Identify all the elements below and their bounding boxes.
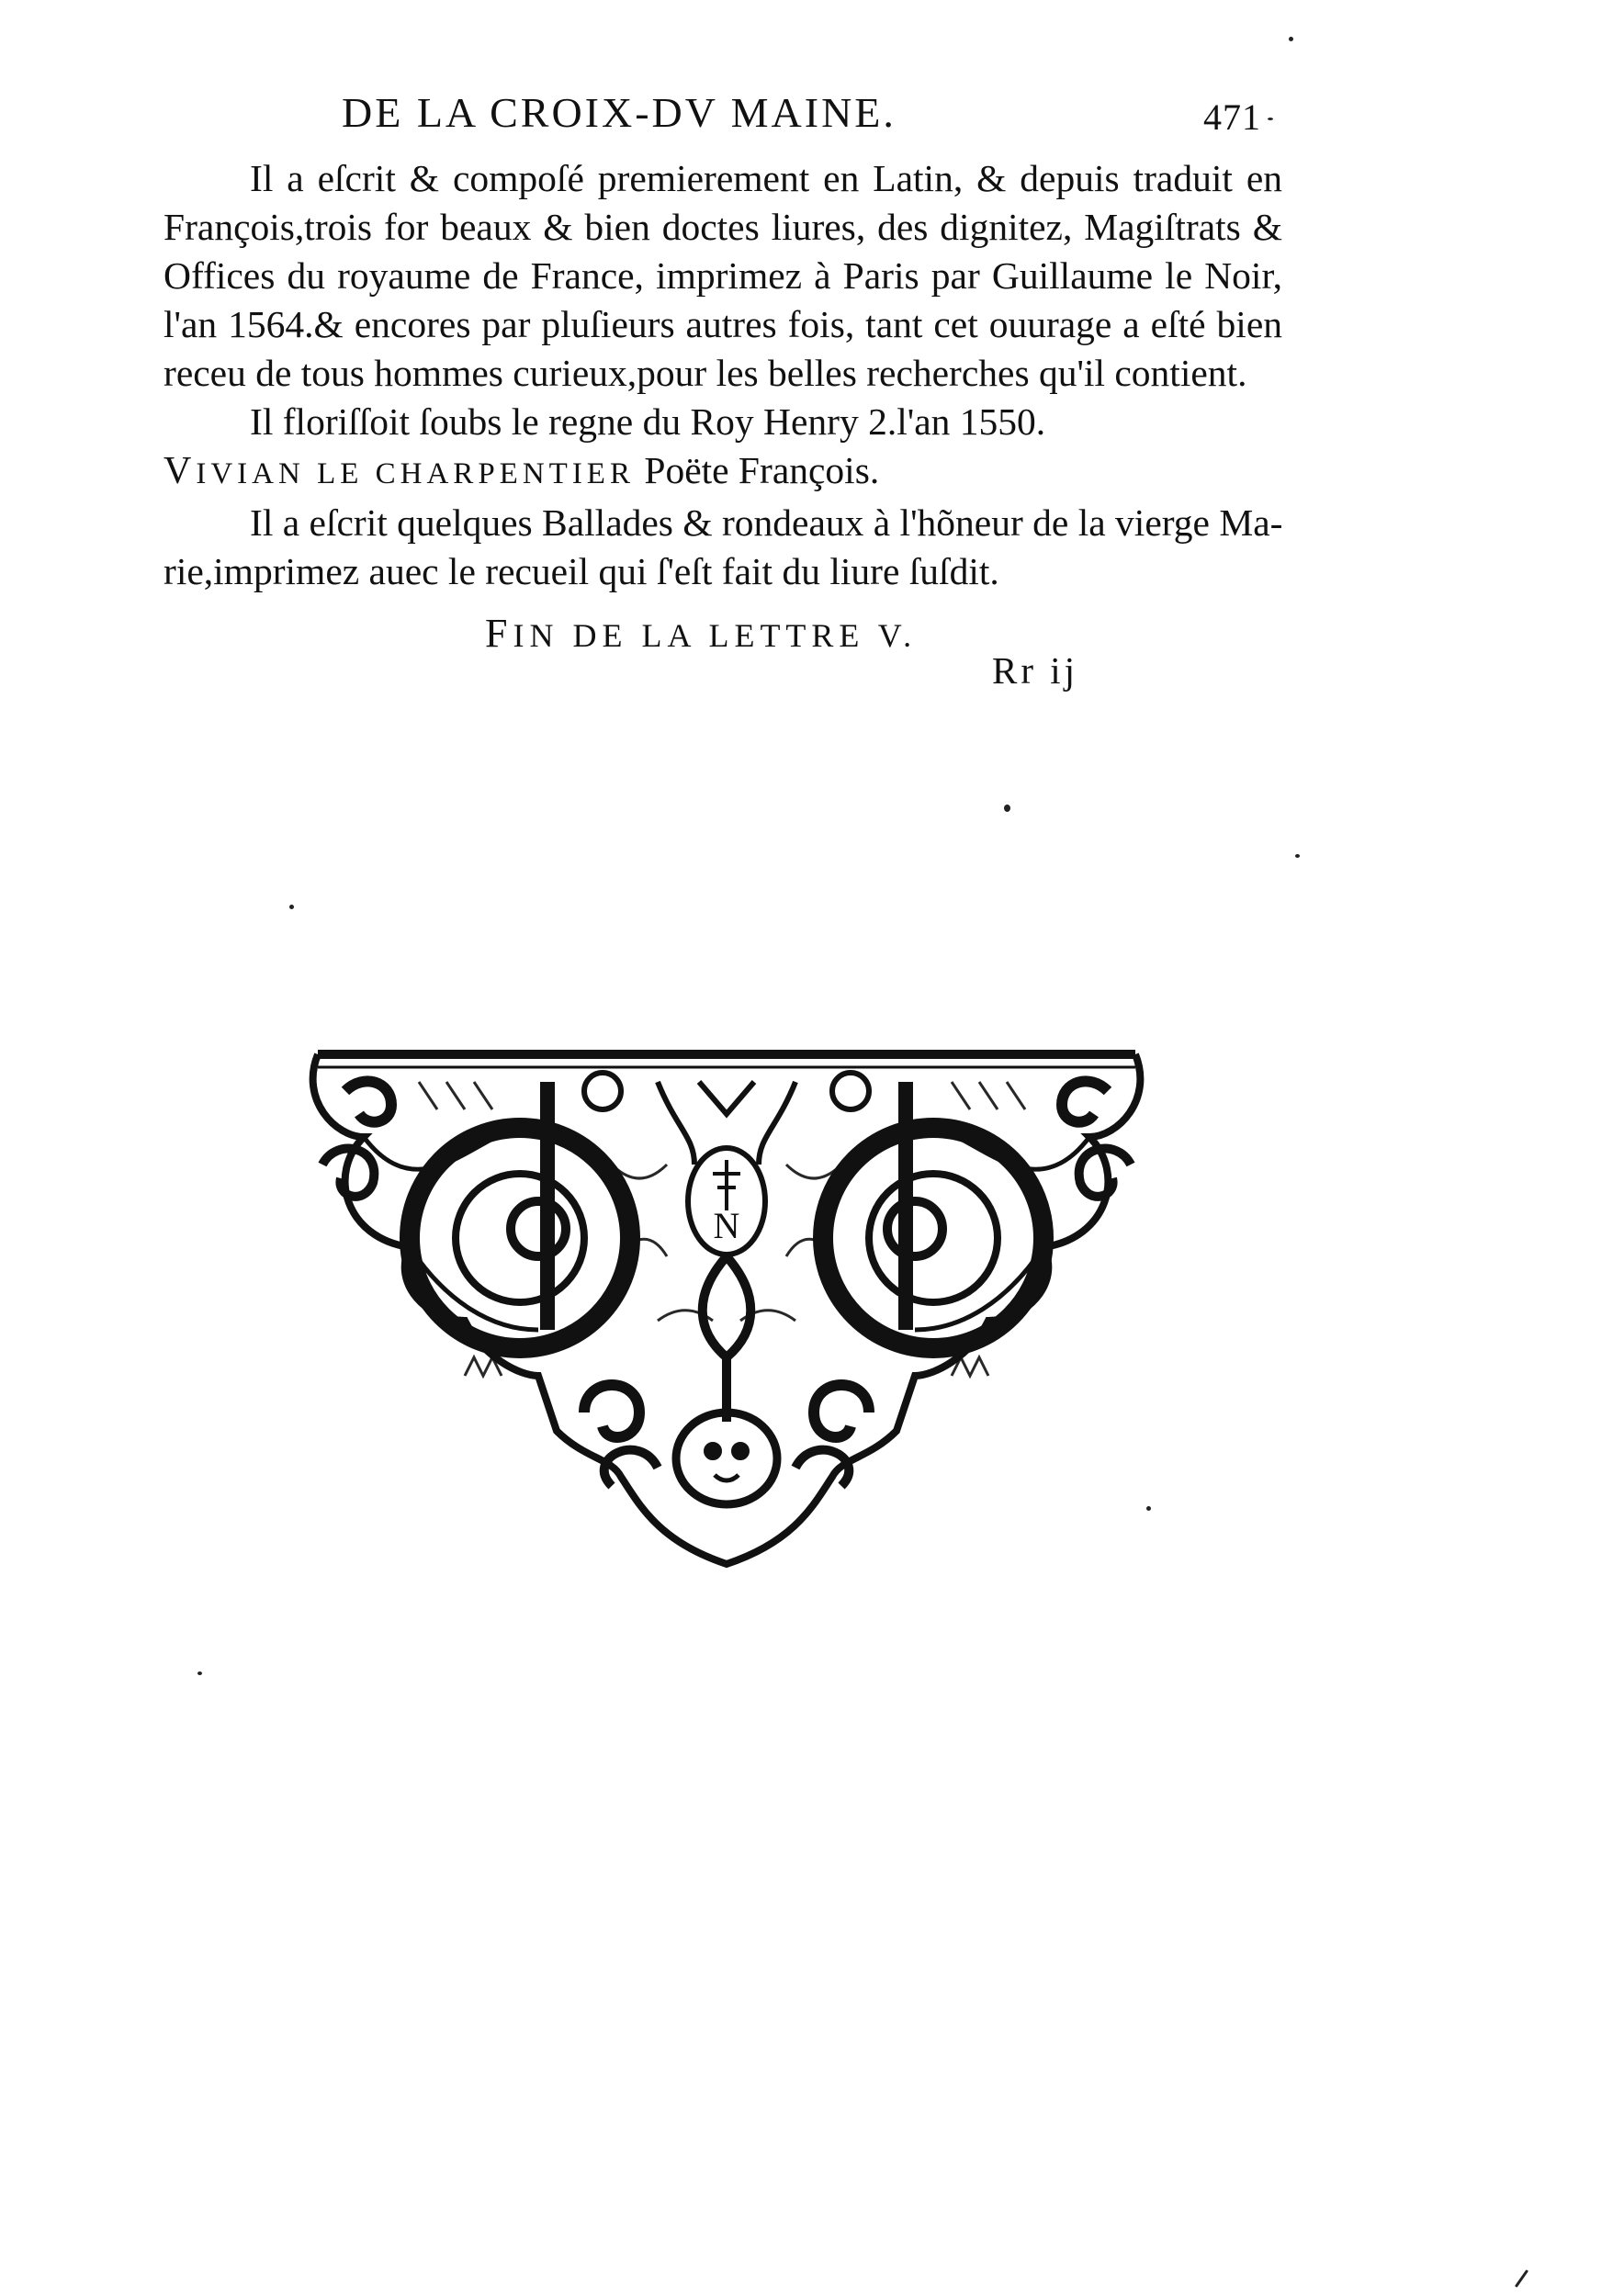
entry-line-1: Il a eſcrit quelques Ballades & rondeaux à l'hõneur de la vierge Ma- <box>250 501 1283 544</box>
text-line-5: receu de tous hommes curieux,pour les belles recherches qu'il contient. <box>164 352 1247 394</box>
fin-rest: IN DE LA LETTRE V. <box>513 617 918 654</box>
page-number: 471 <box>1203 96 1261 138</box>
tailpiece-ornament-icon <box>309 1027 1145 1569</box>
signature-mark: Rr ij <box>992 649 1079 692</box>
speck-8 <box>1515 2269 1528 2288</box>
entry-line-2: rie,imprimez auec le recueil qui ſ'eſt fait du liure ſuſdit. <box>164 550 999 592</box>
entry-name <box>164 450 635 492</box>
speck-7 <box>197 1671 202 1675</box>
speck-4 <box>1295 854 1300 858</box>
speck-5 <box>289 905 294 909</box>
ornament-monogram: N <box>713 1205 740 1246</box>
speck-1 <box>1289 37 1293 41</box>
text-line-4: l'an 1564.& encores par pluſieurs autres fois, tant cet ouurage a eſté bien <box>164 303 1282 345</box>
body-text <box>164 154 1282 596</box>
text-line-2: François,trois for beaux & bien doctes liures, des dignitez, Magiſtrats & <box>164 206 1282 248</box>
speck-3 <box>1004 805 1010 812</box>
floruit-line: Il floriſſoit ſoubs le regne du Roy Henry 2.l'an 1550. <box>250 400 1046 443</box>
entry-name-initial: V <box>164 450 197 492</box>
entry-heading <box>164 446 1282 499</box>
text-line-1: Il a eſcrit & compoſé premierement en Latin, & depuis traduit en <box>250 157 1282 199</box>
entry-name-rest: IVIAN LE CHARPENTIER <box>196 457 635 490</box>
running-title: DE LA CROIX-DV MAINE. <box>342 89 897 136</box>
text-line-3: Offices du royaume de France, imprimez à Paris par Guillaume le Noir, <box>164 254 1282 297</box>
speck-2 <box>1268 118 1273 120</box>
fin-initial: F <box>485 611 513 656</box>
speck-6 <box>1146 1506 1151 1511</box>
entry-role: Poëte François. <box>644 449 880 491</box>
fin-de-la-lettre <box>485 610 917 657</box>
